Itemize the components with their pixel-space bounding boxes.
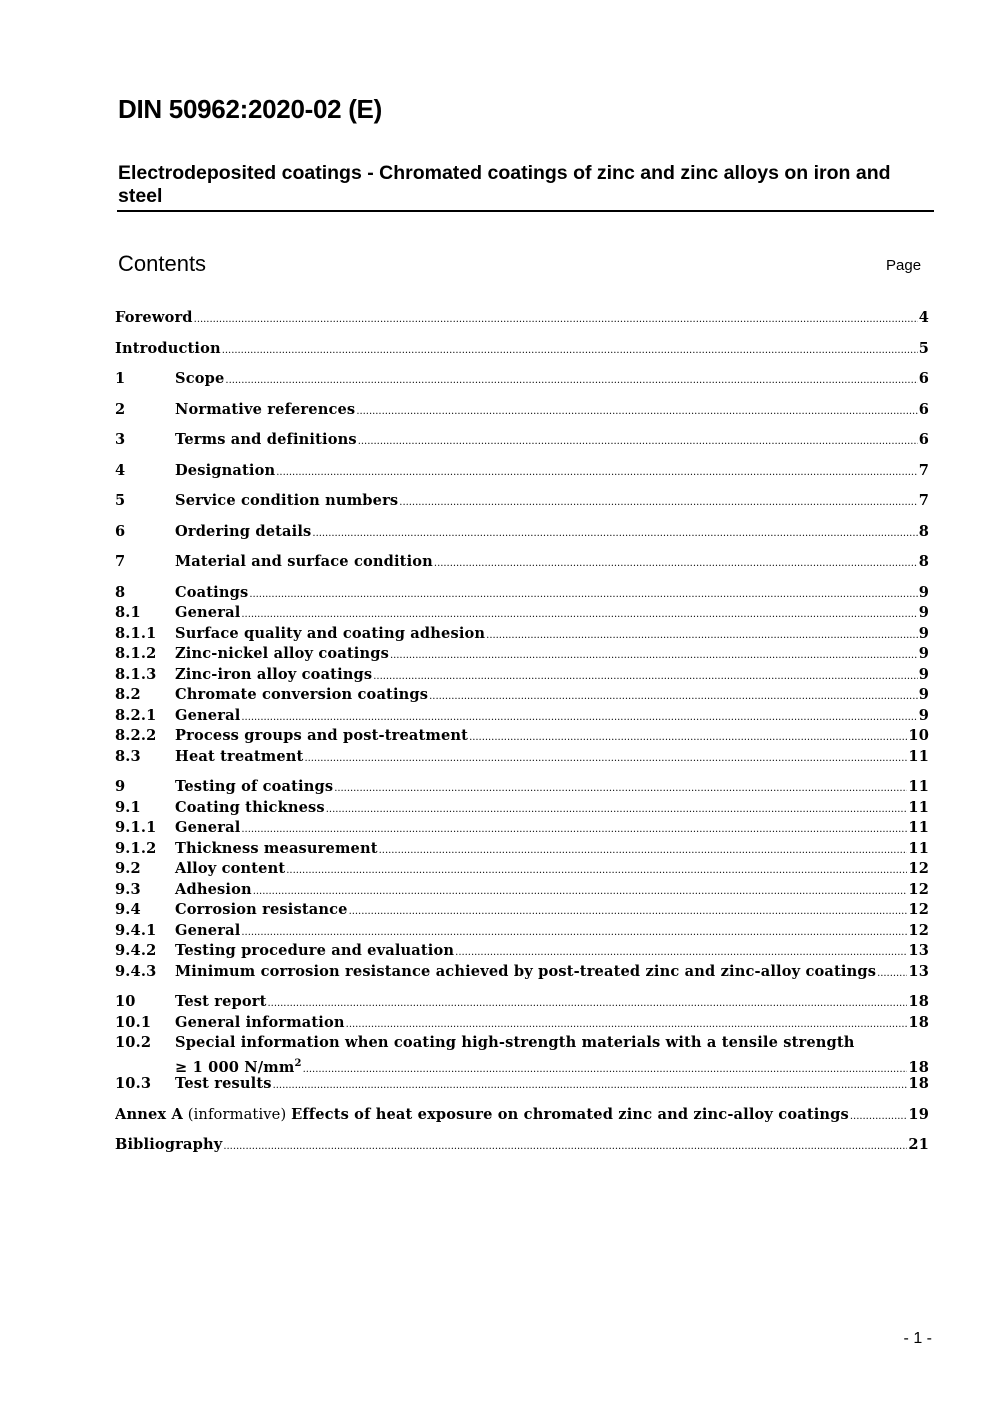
toc-entry-number: 8.1: [115, 604, 141, 621]
toc-entry-page: 11: [908, 798, 929, 816]
toc-entry-number: 5: [115, 492, 126, 509]
toc-entry-title[interactable]: Ordering details: [175, 522, 312, 540]
toc-entry-page: 19: [908, 1105, 929, 1123]
toc-entry-page: 12: [908, 860, 929, 877]
toc-entry-4[interactable]: [115, 461, 929, 482]
dot-leader: [268, 992, 908, 1013]
toc-entry-1[interactable]: [115, 369, 929, 390]
toc-entry-page: 13: [908, 942, 929, 959]
toc-entry-title[interactable]: Process groups and post-treatment: [175, 727, 469, 744]
toc-entry-page: 9: [918, 624, 929, 642]
toc-entry-title[interactable]: Chromate conversion coatings: [175, 686, 429, 703]
toc-entry-number: 6: [115, 522, 126, 540]
toc-entry-number: 9.1: [115, 798, 141, 816]
toc-entry-9-3[interactable]: [115, 880, 929, 901]
toc-entry-title[interactable]: Coating thickness: [175, 798, 325, 816]
toc-entry-page: 11: [908, 819, 929, 836]
toc-entry-3[interactable]: [115, 430, 929, 451]
toc-entry-title[interactable]: Testing of coatings: [175, 778, 334, 795]
toc-entry-title[interactable]: Adhesion: [175, 880, 252, 898]
toc-entry-title-continuation[interactable]: [175, 1054, 302, 1075]
contents-heading: Contents: [118, 251, 207, 276]
toc-entry-8-2-2[interactable]: [115, 726, 929, 747]
page-number: - 1 -: [903, 1330, 932, 1347]
toc-entry-page: 8: [918, 553, 929, 570]
toc-entry-title[interactable]: Alloy content: [175, 860, 286, 877]
table-of-contents: [115, 308, 929, 1156]
toc-entry-page: 9: [918, 604, 929, 621]
dot-leader: [273, 1074, 908, 1095]
toc-entry-title[interactable]: Heat treatment: [175, 747, 304, 765]
toc-entry-number: 8: [115, 583, 126, 601]
toc-entry-8-2[interactable]: [115, 685, 929, 706]
toc-entry-title[interactable]: Testing procedure and evaluation: [175, 942, 455, 959]
toc-entry-9-4-3[interactable]: [115, 962, 929, 983]
dot-leader: [249, 583, 917, 604]
toc-entry-title[interactable]: Material and surface condition: [175, 553, 433, 570]
toc-entry-10[interactable]: [115, 992, 929, 1013]
document-title: Electrodeposited coatings - Chromated coatings of zinc and zinc alloys on iron and steel: [118, 162, 891, 207]
toc-entry-page: 6: [918, 370, 929, 387]
toc-entry-page: 12: [908, 880, 929, 898]
dot-leader: [223, 1135, 907, 1156]
dot-leader: [303, 1058, 908, 1075]
toc-entry-number: 9.1.1: [115, 819, 157, 836]
dot-leader: [379, 839, 908, 860]
dot-leader: [276, 461, 917, 482]
toc-entry-title[interactable]: Coatings: [175, 583, 249, 601]
toc-entry-8-1-3[interactable]: [115, 665, 929, 686]
dot-leader: [225, 369, 917, 390]
dot-leader: [304, 747, 907, 768]
dot-leader: [349, 900, 908, 921]
toc-entry-title[interactable]: Normative references: [175, 400, 356, 418]
dot-leader: [241, 921, 907, 942]
toc-entry-page: 5: [918, 339, 929, 357]
toc-entry-number: 8.1.3: [115, 665, 157, 683]
toc-entry-number: 9.4.3: [115, 962, 157, 980]
dot-leader: [373, 665, 917, 686]
dot-leader: [222, 339, 918, 360]
toc-entry-8[interactable]: [115, 583, 929, 604]
toc-entry-8-3[interactable]: [115, 747, 929, 768]
document-id: DIN 50962:2020-02 (E): [118, 94, 382, 124]
toc-entry-9-1-2[interactable]: [115, 839, 929, 860]
toc-entry-title[interactable]: Surface quality and coating adhesion: [175, 624, 486, 642]
toc-entry-title[interactable]: Zinc-iron alloy coatings: [175, 665, 373, 683]
toc-entry-number: 10: [115, 993, 136, 1010]
toc-entry-8-1-2[interactable]: [115, 644, 929, 665]
toc-entry-page: 9: [918, 706, 929, 724]
dot-leader: [486, 624, 918, 645]
toc-entry-2[interactable]: [115, 400, 929, 421]
toc-entry-title[interactable]: Foreword: [115, 309, 193, 326]
toc-entry-page: 18: [908, 1013, 929, 1031]
toc-entry-annex-a[interactable]: [115, 1105, 929, 1126]
toc-entry-title[interactable]: Test report: [175, 993, 267, 1010]
annex-label: Annex A: [115, 1105, 183, 1123]
dot-leader: [358, 430, 918, 451]
toc-entry-title[interactable]: Terms and definitions: [175, 431, 357, 448]
toc-entry-title[interactable]: Bibliography: [115, 1136, 223, 1153]
toc-entry-page: 6: [918, 431, 929, 448]
dot-leader: [434, 552, 918, 573]
toc-entry-8-1[interactable]: [115, 603, 929, 624]
title-underline: [117, 210, 934, 212]
toc-entry-page: 12: [908, 921, 929, 939]
dot-leader: [253, 880, 908, 901]
toc-entry-title[interactable]: General: [175, 604, 241, 621]
toc-entry-number: 8.1.2: [115, 645, 157, 662]
toc-entry-9[interactable]: [115, 777, 929, 798]
toc-entry-page: 8: [918, 522, 929, 540]
dot-leader: [326, 798, 908, 819]
toc-entry-bibliography[interactable]: [115, 1135, 929, 1156]
toc-entry-foreword[interactable]: [115, 308, 929, 329]
toc-entry-page: 9: [918, 665, 929, 683]
toc-entry-7[interactable]: [115, 552, 929, 573]
toc-entry-number: 10.1: [115, 1013, 152, 1031]
toc-entry-8-2-1[interactable]: [115, 706, 929, 727]
toc-entry-page: 9: [918, 583, 929, 601]
toc-entry-page: 11: [908, 839, 929, 857]
toc-entry-number: 10.2: [115, 1034, 152, 1051]
toc-entry-title[interactable]: Scope: [175, 370, 225, 387]
toc-entry-page: 13: [908, 962, 929, 980]
toc-entry-number: 2: [115, 400, 126, 418]
toc-entry-page: 4: [918, 309, 929, 326]
toc-entry-number: 3: [115, 431, 126, 448]
toc-entry-title[interactable]: General: [175, 819, 241, 836]
toc-entry-number: 7: [115, 553, 126, 570]
toc-entry-number: 9.4.1: [115, 921, 157, 939]
toc-entry-9-4[interactable]: [115, 900, 929, 921]
toc-entry-page: 18: [908, 1075, 929, 1092]
toc-entry-page: 18: [908, 993, 929, 1010]
toc-entry-page: 11: [908, 778, 929, 795]
toc-entry-title[interactable]: Designation: [175, 461, 276, 479]
toc-entry-number: 9.4.2: [115, 942, 157, 959]
dot-leader: [241, 818, 907, 839]
dot-leader: [850, 1105, 908, 1126]
dot-leader: [286, 859, 907, 880]
dot-leader: [312, 522, 917, 543]
dot-leader: [469, 726, 907, 747]
toc-entry-page: 7: [918, 492, 929, 509]
dot-leader: [356, 400, 917, 421]
toc-entry-6[interactable]: [115, 522, 929, 543]
toc-entry-title[interactable]: Minimum corrosion resistance achieved by post-treated zinc and zinc-alloy coatings: [175, 962, 877, 980]
toc-entry-page: 11: [908, 747, 929, 765]
toc-entry-number: 8.2: [115, 686, 141, 703]
dot-leader: [877, 962, 907, 983]
toc-entry-9-4-2[interactable]: [115, 941, 929, 962]
toc-entry-number: 8.2.1: [115, 706, 157, 724]
toc-entry-page: 7: [918, 461, 929, 479]
dot-leader: [455, 941, 907, 962]
toc-entry-number: 9.1.2: [115, 839, 157, 857]
toc-entry-title[interactable]: Thickness measurement: [175, 839, 378, 857]
dot-leader: [390, 644, 918, 665]
toc-entry-title[interactable]: General information: [175, 1013, 345, 1031]
toc-entry-title[interactable]: Special information when coating high-strength materials with a tensile strength: [175, 1034, 855, 1051]
toc-entry-title[interactable]: [115, 1105, 849, 1126]
toc-entry-title[interactable]: Service condition numbers: [175, 492, 399, 509]
dot-leader: [399, 491, 917, 512]
toc-entry-5[interactable]: [115, 491, 929, 512]
toc-entry-page: 9: [918, 686, 929, 703]
toc-entry-page: 9: [918, 645, 929, 662]
annex-note: (informative): [182, 1105, 292, 1123]
toc-entry-9-1-1[interactable]: [115, 818, 929, 839]
toc-entry-number: 9.4: [115, 901, 141, 918]
toc-entry-number: 9.3: [115, 880, 141, 898]
toc-entry-page: 6: [918, 400, 929, 418]
dot-leader: [241, 706, 917, 727]
toc-entry-8-1-1[interactable]: [115, 624, 929, 645]
toc-entry-number: 4: [115, 461, 126, 479]
toc-entry-title[interactable]: Zinc-nickel alloy coatings: [175, 645, 389, 662]
dot-leader: [334, 777, 907, 798]
toc-entry-9-2[interactable]: [115, 859, 929, 880]
annex-title: Effects of heat exposure on chromated zinc and zinc-alloy coatings: [291, 1105, 849, 1123]
tensile-strength-value: ≥ 1 000 N/mm: [175, 1058, 295, 1074]
toc-entry-10-2[interactable]: [115, 1033, 929, 1074]
superscript-2: 2: [294, 1057, 302, 1069]
toc-entry-page: 21: [908, 1136, 929, 1153]
toc-entry-number: 10.3: [115, 1075, 152, 1092]
toc-entry-title[interactable]: Test results: [175, 1075, 272, 1092]
toc-entry-title[interactable]: General: [175, 921, 241, 939]
toc-entry-10-1[interactable]: [115, 1013, 929, 1034]
toc-entry-number: 1: [115, 370, 126, 387]
toc-entry-9-4-1[interactable]: [115, 921, 929, 942]
toc-entry-number: 8.1.1: [115, 624, 157, 642]
toc-entry-title[interactable]: General: [175, 706, 241, 724]
toc-entry-number: 8.3: [115, 747, 141, 765]
toc-entry-9-1[interactable]: [115, 798, 929, 819]
toc-entry-page: 18: [908, 1058, 929, 1074]
page-column-heading: Page: [886, 257, 922, 274]
toc-entry-page: 12: [908, 901, 929, 918]
toc-entry-number: 9: [115, 778, 126, 795]
dot-leader: [346, 1013, 908, 1034]
dot-leader: [241, 603, 917, 624]
toc-entry-title[interactable]: Introduction: [115, 339, 221, 357]
toc-entry-introduction[interactable]: [115, 339, 929, 360]
toc-entry-10-3[interactable]: [115, 1074, 929, 1095]
dot-leader: [429, 685, 918, 706]
toc-entry-title[interactable]: Corrosion resistance: [175, 901, 348, 918]
toc-entry-number: 9.2: [115, 860, 141, 877]
dot-leader: [194, 308, 918, 329]
toc-entry-page: 10: [908, 727, 929, 744]
toc-entry-number: 8.2.2: [115, 727, 157, 744]
